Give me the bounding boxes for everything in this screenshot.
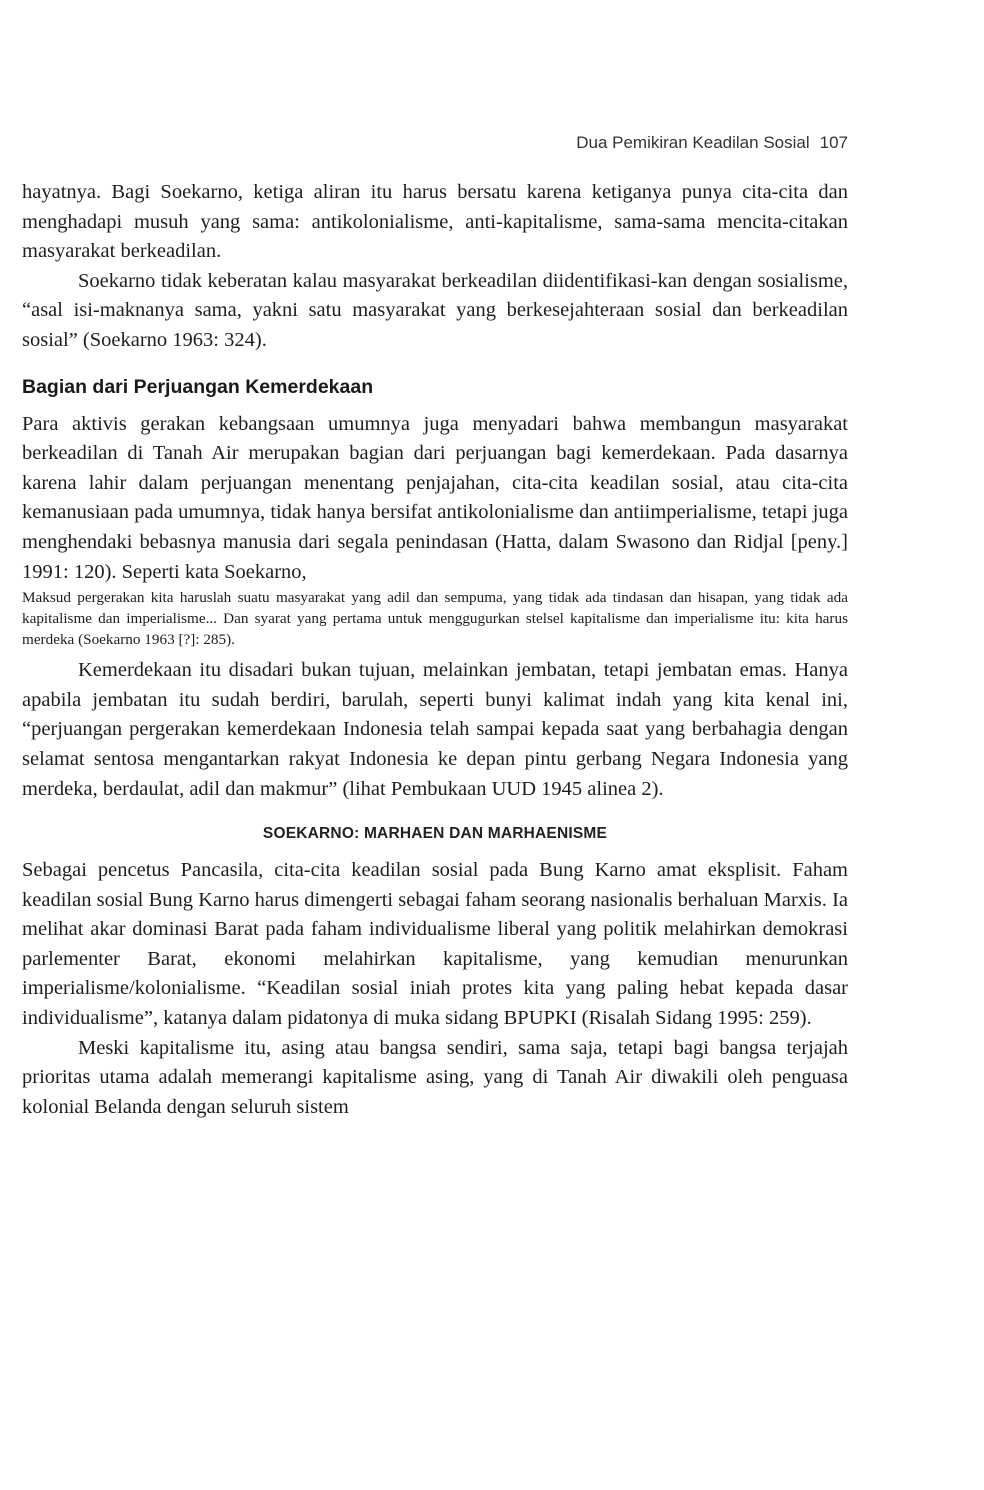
page-number: 107 xyxy=(819,133,848,152)
running-header xyxy=(520,133,848,153)
section-heading: Bagian dari Perjuangan Kemerdekaan xyxy=(22,375,374,398)
subsection-heading: SOEKARNO: MARHAEN DAN MARHAENISME xyxy=(262,825,608,843)
running-title: Dua Pemikiran Keadilan Sosial xyxy=(576,133,810,152)
paragraph-continuation: hayatnya. Bagi Soekarno, ketiga aliran itu harus bersatu karena ketiganya punya cita-cita dan menghadapi musuh yang sama: antikolonialisme, anti-kapitalisme, sama-sama mencita-citakan masyarakat berkeadilan. xyxy=(22,181,848,263)
paragraph: Soekarno tidak keberatan kalau masyarakat berkeadilan diidentifikasi-kan dengan sosialisme, “asal isi-maknanya sama, yakni satu masyarakat yang berkesejahteraan sosial dan berkeadilan sosial” (Soekarno 1963: 324). xyxy=(22,269,848,351)
paragraph: Kemerdekaan itu disadari bukan tujuan, melainkan jembatan, tetapi jembatan emas. Hanya apabila jembatan itu sudah berdiri, barulah, seperti bunyi kalimat indah yang kita kenal ini, “perjuangan pergerakan kemerdekaan Indonesia telah sampai kepada saat yang berbahagia dengan selamat sentosa mengantarkan rakyat Indonesia ke depan pintu gerbang Negara Indonesia yang merdeka, berdaulat, adil dan makmur” (lihat Pembukaan UUD 1945 alinea 2). xyxy=(22,659,848,800)
body-text xyxy=(22,178,848,1122)
paragraph: Sebagai pencetus Pancasila, cita-cita keadilan sosial pada Bung Karno amat eksplisit. Faham keadilan sosial Bung Karno harus dimengerti sebagai faham seorang nasionalis berhaluan Marxis. Ia melihat akar dominasi Barat pada faham individualisme liberal yang politik melahirkan demokrasi parlementer Barat, ekonomi melahirkan kapitalisme, yang kemudian menurunkan imperialisme/kolonialisme. “Keadilan sosial iniah protes kita yang paling hebat kepada dasar individualisme”, katanya dalam pidatonya di muka sidang BPUPKI (Risalah Sidang 1995: 259). xyxy=(22,859,848,1030)
paragraph: Para aktivis gerakan kebangsaan umumnya juga menyadari bahwa membangun masyarakat berkeadilan di Tanah Air merupakan bagian dari perjuangan bagi kemerdekaan. Pada dasarnya karena lahir dalam perjuangan menentang penjajahan, cita-cita keadilan sosial, atau cita-cita kemanusiaan pada umumnya, tidak hanya bersifat antikolonialisme dan antiimperialisme, tetapi juga menghendaki bebasnya manusia dari segala penindasan (Hatta, dalam Swasono dan Ridjal [peny.] 1991: 120). Seperti kata Soekarno, xyxy=(22,412,848,583)
block-quote: Maksud pergerakan kita haruslah suatu masyarakat yang adil dan sempuma, yang tidak ada tindasan dan hisapan, yang tidak ada kapitalisme dan imperialisme... Dan syarat yang pertama untuk menggugurkan stelsel kapitalisme dan imperialisme itu: kita harus merdeka (Soekarno 1963 [?]: 285). xyxy=(22,589,848,649)
paragraph: Meski kapitalisme itu, asing atau bangsa sendiri, sama saja, tetapi bagi bangsa terjajah prioritas utama adalah memerangi kapitalisme asing, yang di Tanah Air diwakili oleh penguasa kolonial Belanda dengan seluruh sistem xyxy=(22,1036,848,1118)
